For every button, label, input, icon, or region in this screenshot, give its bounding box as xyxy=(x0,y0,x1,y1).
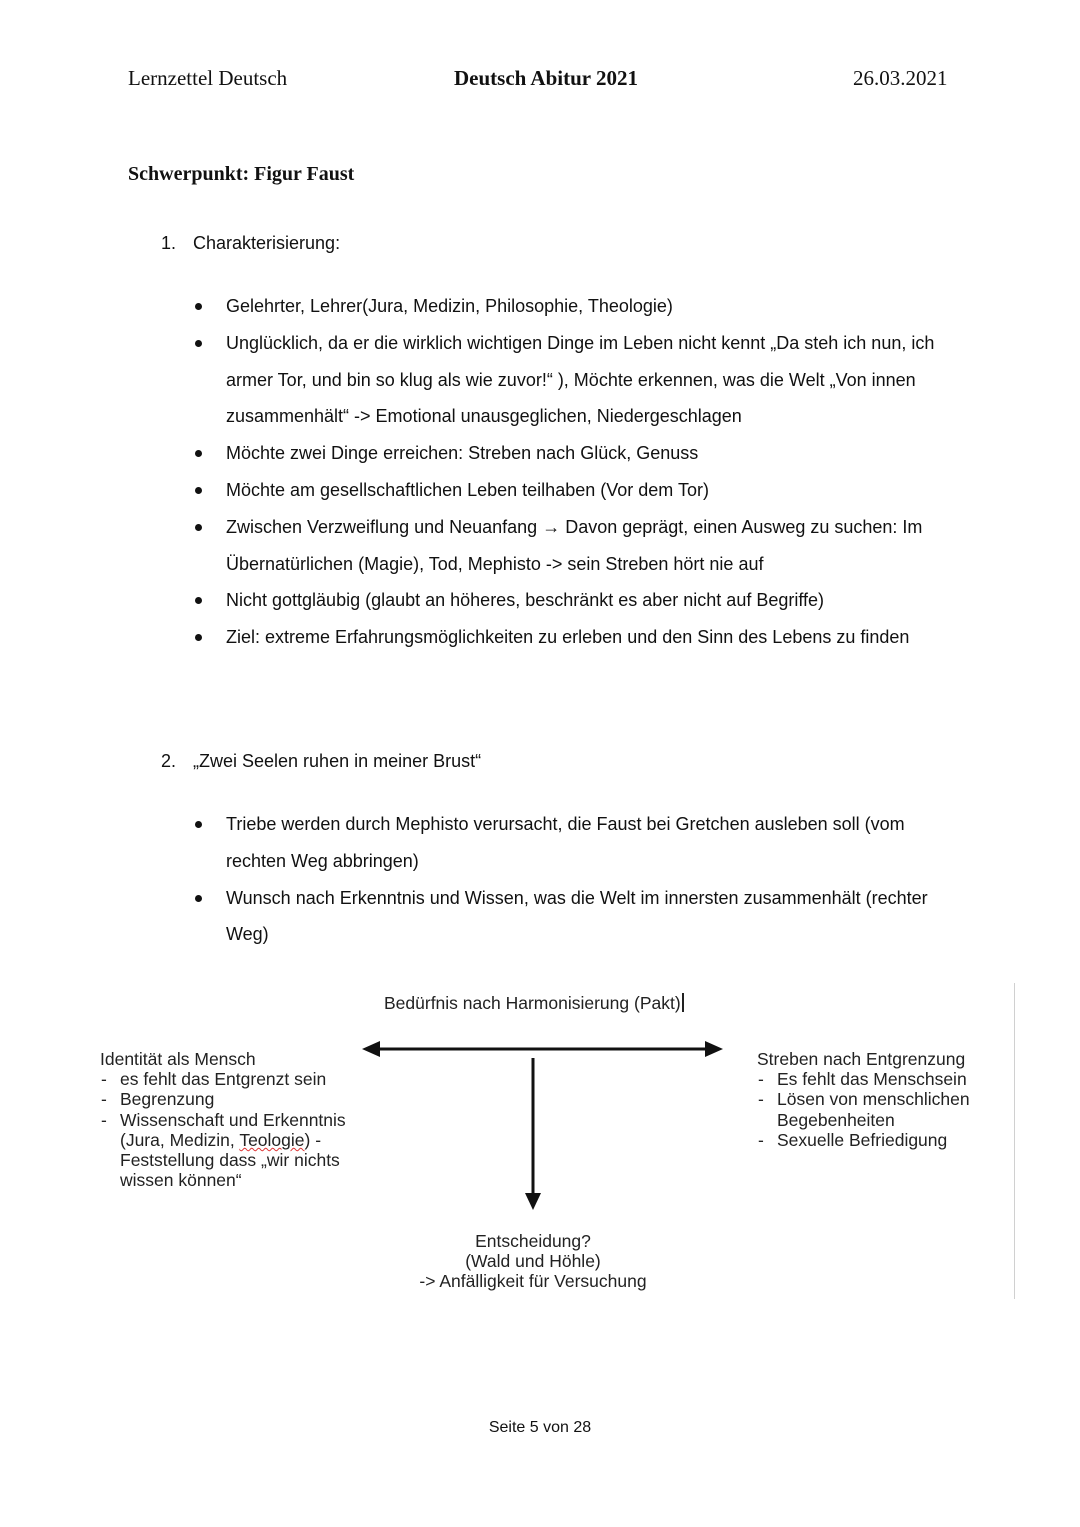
header-date: 26.03.2021 xyxy=(853,66,948,90)
list-item: Triebe werden durch Mephisto verursacht, die Faust bei Gretchen ausleben soll (vom rechten Weg abbringen) xyxy=(193,806,963,880)
list-item-text: ) - Feststellung dass „wir nichts wissen können“ xyxy=(120,1129,340,1191)
header-left: Lernzettel Deutsch xyxy=(128,66,288,90)
diagram-bottom-line-1: Entscheidung? xyxy=(475,1231,591,1251)
list-item: - es fehlt das Entgrenzt sein xyxy=(100,1069,350,1089)
list-item xyxy=(100,1110,350,1191)
page-title: Schwerpunkt: Figur Faust xyxy=(128,163,355,185)
header-center: Deutsch Abitur 2021 xyxy=(454,66,638,90)
diagram-bottom-line-2: (Wald und Höhle) xyxy=(465,1251,601,1272)
arrow-right-head xyxy=(705,1041,723,1057)
diagram-left-block xyxy=(100,1049,350,1190)
arrow-left-head xyxy=(362,1041,380,1057)
list-item: Ziel: extreme Erfahrungsmöglichkeiten zu erleben und den Sinn des Lebens zu finden xyxy=(193,619,963,656)
section-1-number: 1. xyxy=(161,233,177,253)
list-item: Gelehrter, Lehrer(Jura, Medizin, Philosophie, Theologie) xyxy=(193,288,963,325)
page-number: Seite 5 von 28 xyxy=(488,1419,592,1436)
list-item: Nicht gottgläubig (glaubt an höheres, beschränkt es aber nicht auf Begriffe) xyxy=(193,582,963,619)
diagram-bottom-line-3: -> Anfälligkeit für Versuchung xyxy=(419,1271,647,1292)
section-2-number: 2. xyxy=(161,751,177,771)
misspelled-word: Teologie xyxy=(239,1129,305,1150)
margin-divider xyxy=(1014,983,1015,1299)
list-item: Möchte am gesellschaftlichen Leben teilhaben (Vor dem Tor) xyxy=(193,472,963,509)
list-item: Zwischen Verzweiflung und Neuanfang → Davon geprägt, einen Ausweg zu suchen: Im Übernatürlichen (Magie), Tod, Mephisto -> sein Streben hört nie auf xyxy=(193,509,963,583)
section-1-title: Charakterisierung: xyxy=(193,233,341,253)
diagram-top-label-text: Bedürfnis nach Harmonisierung (Pakt) xyxy=(384,993,681,1013)
list-item: Möchte zwei Dinge erreichen: Streben nach Glück, Genuss xyxy=(193,435,963,472)
list-item: Wunsch nach Erkenntnis und Wissen, was die Welt im innersten zusammenhält (rechter Weg) xyxy=(193,880,963,954)
diagram-left-heading: Identität als Mensch xyxy=(100,1049,256,1069)
list-item: Unglücklich, da er die wirklich wichtigen Dinge im Leben nicht kennt „Da steh ich nun, ich armer Tor, und bin so klug als wie zuvor!“ ), Möchte erkennen, was die Welt „Von innen zusammenhält“ -> Emotional unausgeglichen, Niedergeschlagen xyxy=(193,325,963,435)
section-2-title: „Zwei Seelen ruhen in meiner Brust“ xyxy=(193,751,482,771)
list-item-text: Wissenschaft und Erkenntnis (Jura, Medizin, xyxy=(120,1109,346,1150)
diagram-right-heading: Streben nach Entgrenzung xyxy=(757,1049,966,1069)
list-item: - Begrenzung xyxy=(100,1089,350,1109)
list-item: - Sexuelle Befriedigung xyxy=(757,1130,1002,1150)
list-item: - Es fehlt das Menschsein xyxy=(757,1069,1002,1089)
arrow-down-head xyxy=(525,1193,541,1210)
diagram-bottom-block xyxy=(383,1231,683,1292)
list-item: - Lösen von menschlichen Begebenheiten xyxy=(757,1089,1002,1129)
diagram-right-block xyxy=(757,1049,1002,1150)
